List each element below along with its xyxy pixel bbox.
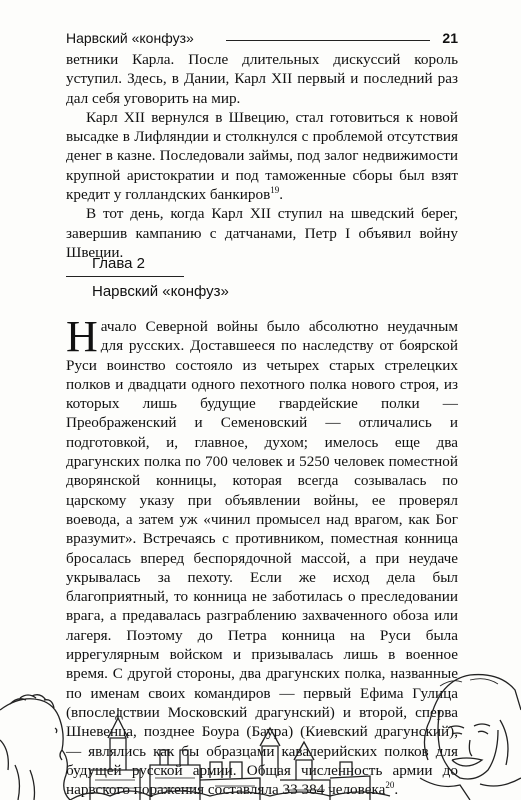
running-title: Нарвский «конфуз»	[66, 30, 194, 46]
engraving-illustration-icon	[0, 600, 521, 800]
paragraph: ветники Карла. После длительных дискуссий король уступил. Здесь, в Дании, Карл XII первый и последний раз дал себя уговорить на мир.	[66, 51, 458, 107]
paragraph-end: .	[279, 186, 284, 204]
header-rule	[226, 40, 430, 41]
paragraph-end: .	[394, 781, 399, 799]
paragraph: В тот день, когда Карл XII ступил на шведский берег, завершив кампанию с датчанами, Петр I объявил войну Швеции.	[66, 205, 458, 261]
footnote-ref: 19	[270, 185, 280, 196]
intro-text	[66, 50, 458, 262]
paragraph-text: ачало Северной войны было абсолютно неудачным для русских. Доставшееся по наследству от боярской Руси воинство состояло из четырех старых стрелецких полков и двадцати одного пехотного полка нового строя, из которых лишь будущие гвардейские полки — Преображенский и Семеновский — отличались и подготовкой, и, главное, духом; имелось еще два драгунских полка по 700 человек и 5250 человек поместной дворянской конницы, которая всегда созывалась по царскому указу при объявлении войны, ее проверял воевода, а затем уж «чинил промысел над врагом, как Бог вразумит». Встречаясь с противником, поместная конница бросалась вперед беспорядочной массой, а при неудаче укрывалась за пехоту. Если же исход дела был благоприятный, то конница не заботилась о преследовании врага, а предавалась разграблению захваченного обоза или лагеря. Поэтому до Петра конница на Руси была иррегулярным войском и призывалась лишь в военное время. С другой стороны, два драгунских полка, названные по именам своих командиров — первый Ефима Гулица (впоследствии Московский драгунский) и второй, сперва Шневенца, позднее Боура (Баура) (Киевский драгунский), — являлись как бы образцами кавалерийских полков для будущей русской армии. Общая численность армии до нарвского поражения составляла 33 384 человека	[66, 318, 458, 799]
page-number: 21	[442, 30, 458, 46]
footnote-ref: 20	[385, 780, 395, 791]
chapter-title: Нарвский «конфуз»	[92, 283, 229, 300]
drop-cap: Н	[66, 312, 98, 361]
paragraph-text: Карл XII вернулся в Швецию, стал готовиться к новой высадке в Лифляндии и столкнулся с проблемой отсутствия денег в казне. Последовали займы, под залог недвижимости крупной аристократии и под таможенные сборы был взят кредит у голландских банкиров	[66, 108, 458, 204]
chapter-rule	[66, 276, 184, 277]
paragraph	[66, 108, 458, 204]
running-header	[66, 28, 458, 48]
chapter-number: Глава 2	[92, 255, 146, 272]
